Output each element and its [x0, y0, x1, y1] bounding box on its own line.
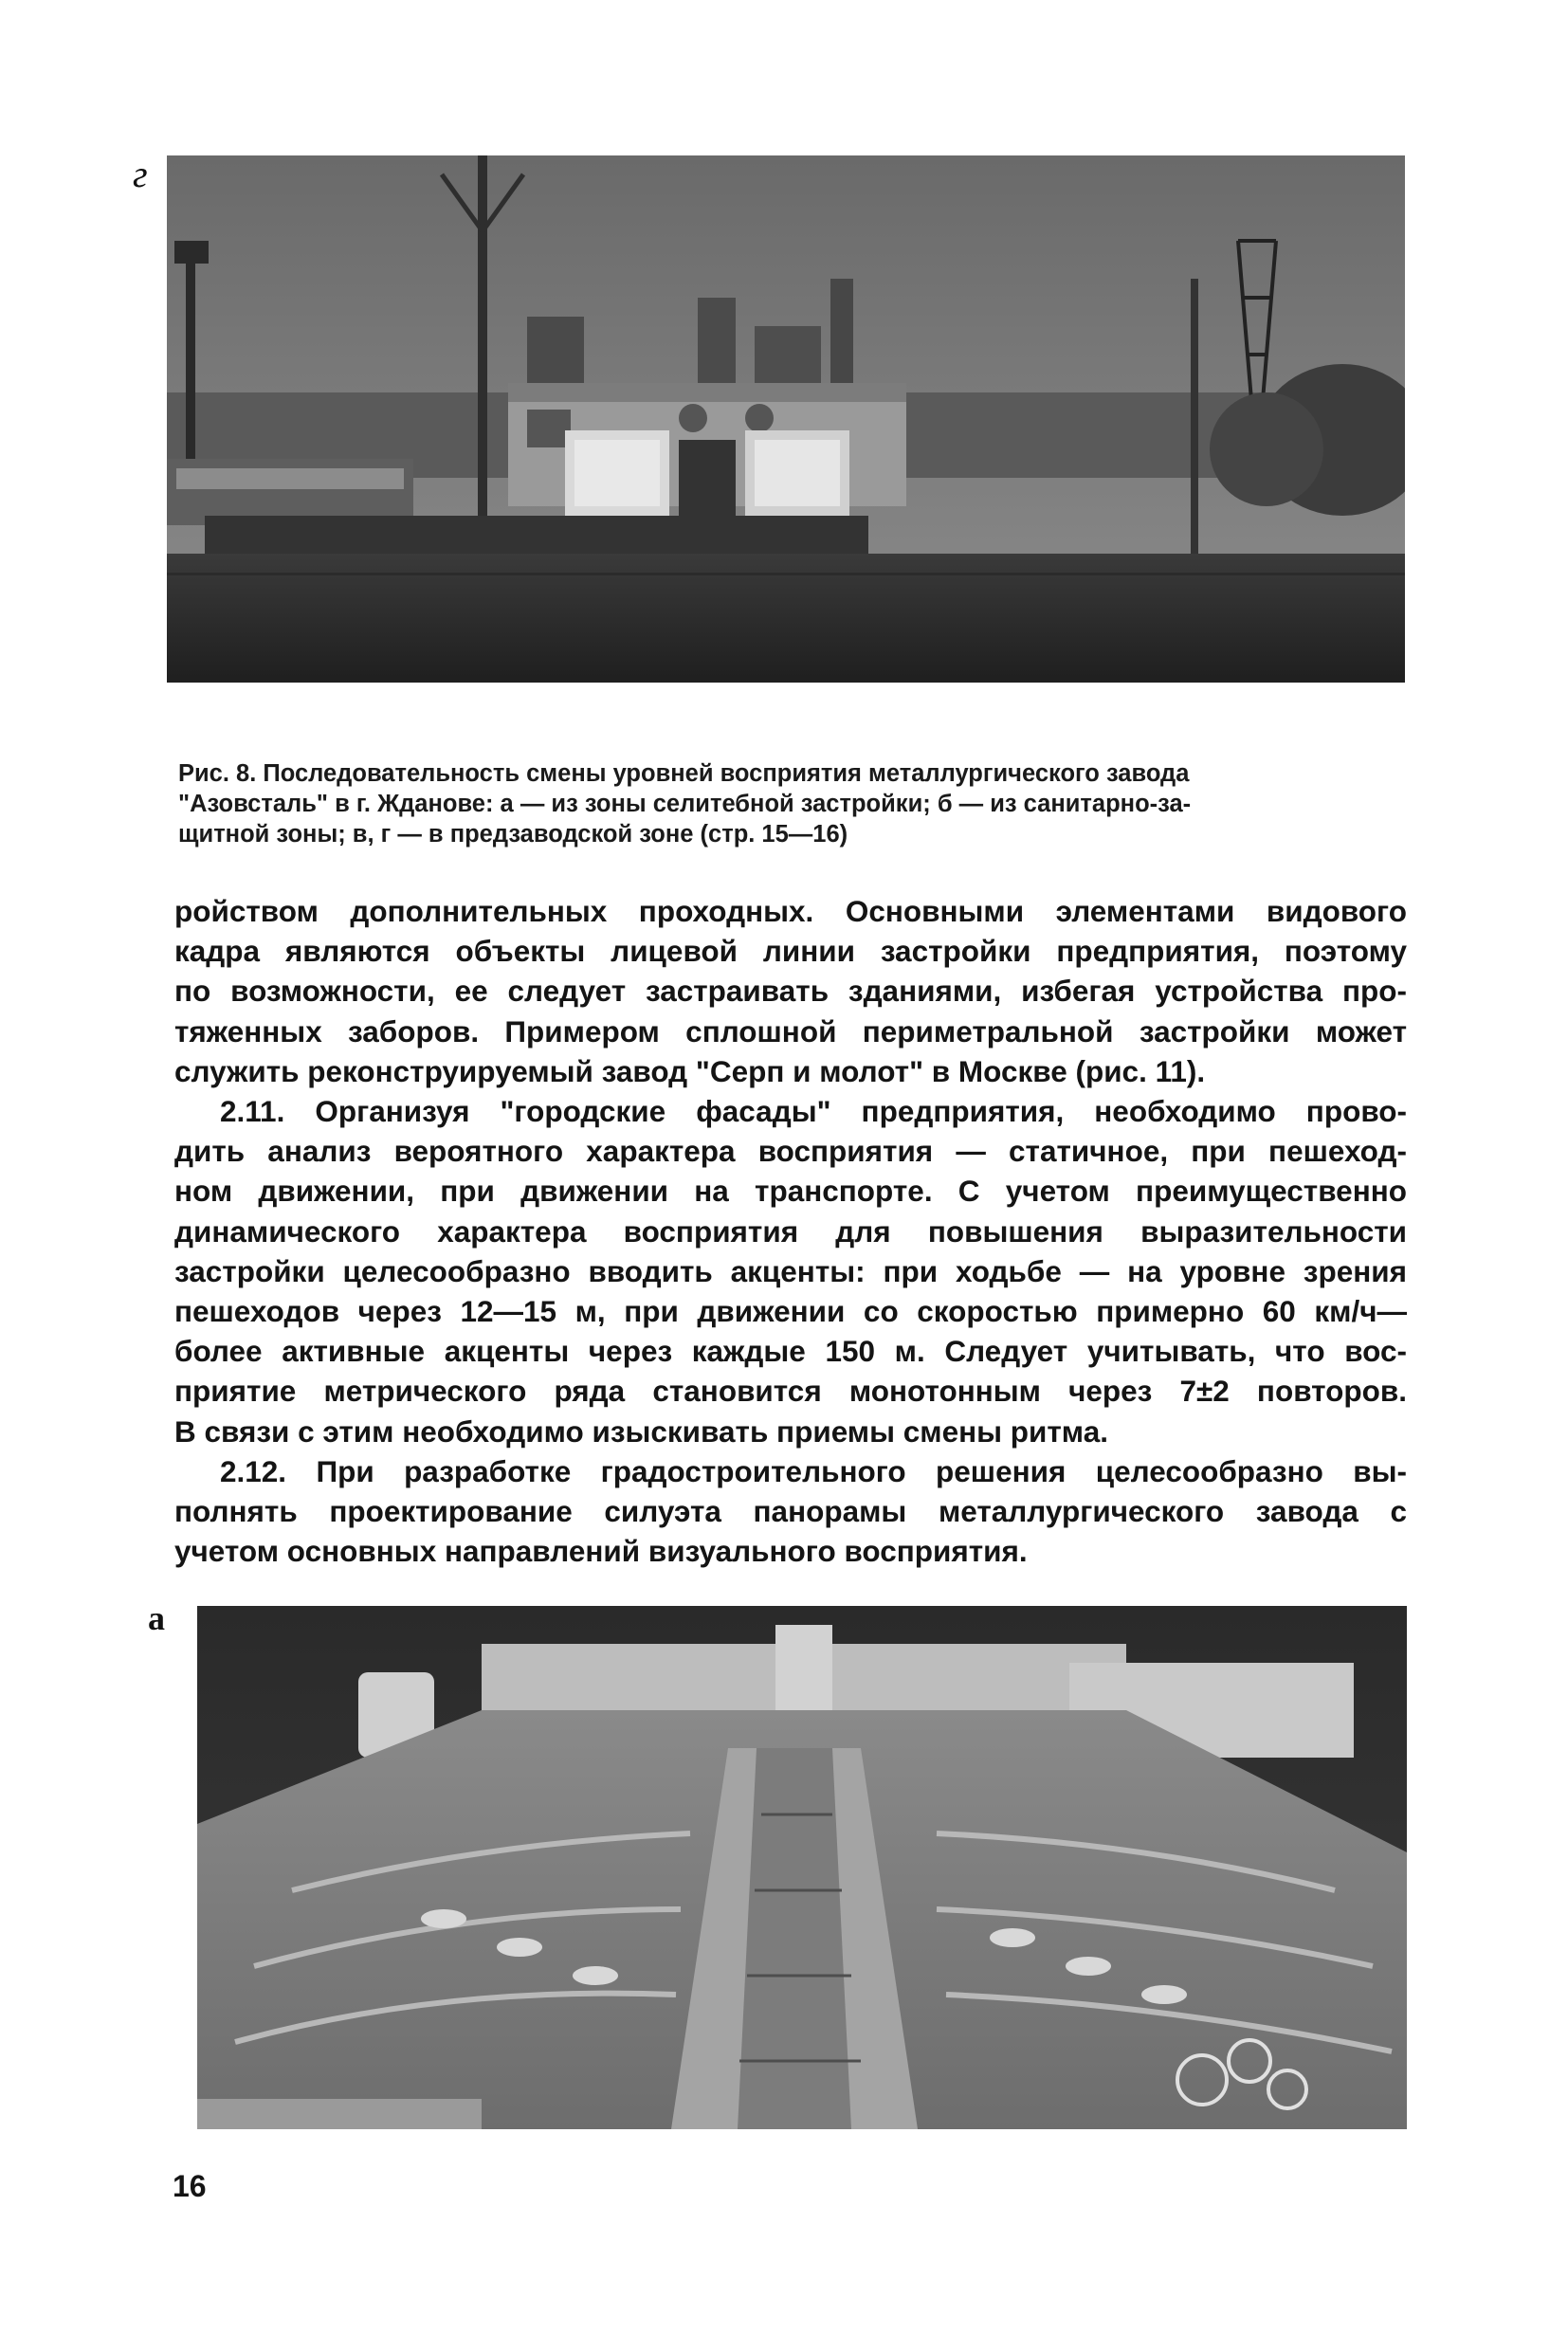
paragraph-2-11-line: 2.11. Организуя "городские фасады" предприятия, необходимо прово-: [220, 1094, 1407, 1129]
body-line: по возможности, ее следует застраивать зданиями, избегая устройства про-: [174, 974, 1407, 1009]
body-line: пешеходов через 12—15 м, при движении со скоростью примерно 60 км/ч—: [174, 1294, 1407, 1329]
body-line: дить анализ вероятного характера восприятия — статичное, при пешеход-: [174, 1134, 1407, 1169]
body-line: тяженных заборов. Примером сплошной периметральной застройки может: [174, 1013, 1407, 1048]
figure-caption: [178, 758, 1401, 849]
body-text: [174, 891, 1407, 1571]
body-line: кадра являются объекты лицевой линии застройки предприятия, поэтому: [174, 934, 1407, 969]
body-line: ном движении, при движении на транспорте. С учетом преимущественно: [174, 1174, 1407, 1209]
body-line: застройки целесообразно вводить акценты: при ходьбе — на уровне зрения: [174, 1253, 1407, 1288]
page-number: 16: [173, 2169, 207, 2203]
caption-line: "Азовсталь" в г. Жданове: а — из зоны селитебной застройки; б — из санитарно-за-: [178, 791, 1192, 817]
body-line: ройством дополнительных проходных. Основными элементами видового: [174, 894, 1407, 928]
body-line: полнять проектирование силуэта панорамы металлургического завода с: [174, 1494, 1407, 1529]
caption-line: щитной зоны; в, г — в предзаводской зоне (стр. 15—16): [178, 821, 848, 848]
body-line: приятие метрического ряда становится монотонным через 7±2 повторов.: [174, 1374, 1407, 1409]
caption-line: Рис. 8. Последовательность смены уровней восприятия металлургического завода: [178, 760, 1190, 787]
factory-gate-photo: [167, 155, 1405, 683]
body-line: В связи с этим необходимо изыскивать приемы смены ритма.: [174, 1413, 1108, 1449]
body-line: учетом основных направлений визуального восприятия.: [174, 1534, 1028, 1569]
figure-letter-a: а: [148, 1599, 165, 1637]
body-line: служить реконструируемый завод "Серп и молот" в Москве (рис. 11).: [174, 1053, 1206, 1088]
figure-letter-g: г: [133, 153, 148, 195]
paragraph-2-12-line: 2.12. При разработке градостроительного решения целесообразно вы-: [220, 1453, 1407, 1488]
body-line: более активные акценты через каждые 150 м. Следует учитывать, что вос-: [174, 1334, 1407, 1369]
body-line: динамического характера восприятия для повышения выразительности: [174, 1213, 1407, 1249]
plant-model-photo: [197, 1606, 1407, 2129]
